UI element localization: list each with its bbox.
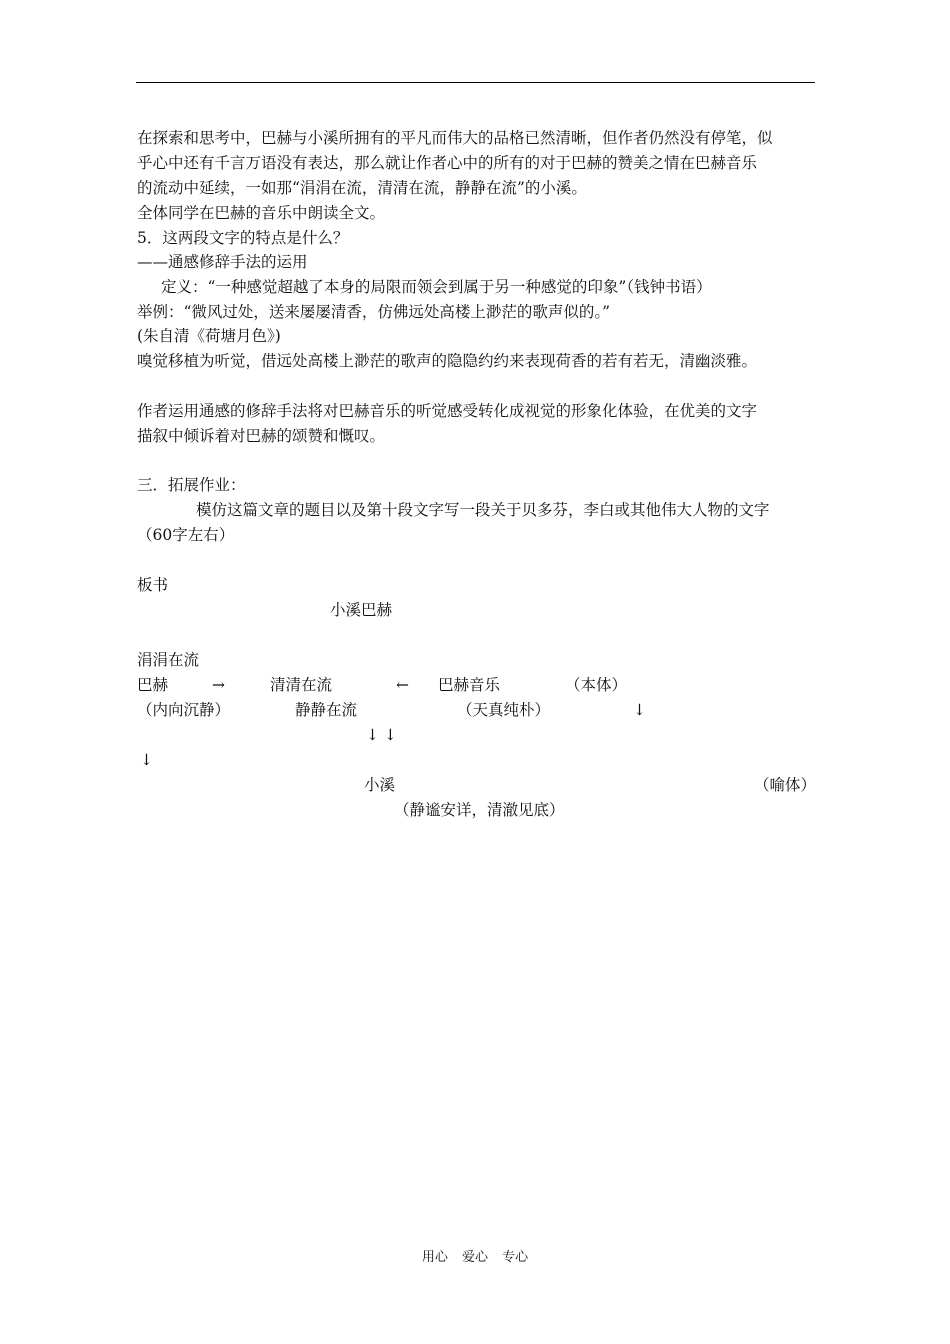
section-3-heading: 三．拓展作业： [137,476,246,494]
board-qingqing: 清清在流 [270,676,333,694]
arrow-down-left-icon: ↓ [140,751,153,769]
arrow-right-icon: → [212,676,225,694]
answer-line: ——通感修辞手法的运用 [137,253,308,271]
board-bach: 巴赫 [137,676,169,694]
example-line: 举例：“微风过处，送来屡屡清香，仿佛远处高楼上渺茫的歌声似的。” [137,303,611,321]
page-footer: 用心 爱心 专心 [421,1250,529,1265]
paragraph-1-line-1: 在探索和思考中，巴赫与小溪所拥有的平凡而伟大的品格已然清晰，但作者仍然没有停笔，似 [137,129,773,147]
board-jingjing: 静静在流 [295,701,358,719]
board-benti: （本体） [565,676,628,694]
arrow-left-icon: ← [396,676,409,694]
board-title: 小溪巴赫 [330,601,393,619]
question-5: 5．这两段文字的特点是什么？ [137,229,349,247]
double-arrow-down-icon: ↓ ↓ [366,726,397,744]
explanation-line: 嗅觉移植为听觉，借远处高楼上渺茫的歌声的隐隐约约来表现荷香的若有若无，清幽淡雅。 [137,352,758,370]
board-neixiang: （内向沉静） [137,701,231,719]
summary-line-1: 作者运用通感的修辞手法将对巴赫音乐的听觉感受转化成视觉的形象化体验，在优美的文字 [137,402,758,420]
board-bach-music: 巴赫音乐 [438,676,501,694]
board-juanjuan: 涓涓在流 [137,651,200,669]
summary-line-2: 描叙中倾诉着对巴赫的颂赞和慨叹。 [137,427,386,445]
arrow-down-icon: ↓ [633,701,646,719]
source-citation: (朱自清《荷塘月色》) [137,327,281,345]
paragraph-1-line-2: 乎心中还有千言万语没有表达，那么就让作者心中的所有的对于巴赫的赞美之情在巴赫音乐 [137,154,758,172]
board-creek: 小溪 [364,776,396,794]
board-creek-desc: （静谧安详，清澈见底） [394,801,565,819]
paragraph-1-line-3: 的流动中延续，一如那“涓涓在流，清清在流，静静在流”的小溪。 [137,179,587,197]
paragraph-2: 全体同学在巴赫的音乐中朗读全文。 [137,204,386,222]
task-line-1: 模仿这篇文章的题目以及第十段文字写一段关于贝多芬，李白或其他伟大人物的文字 [196,501,770,519]
board-tianzhen: （天真纯朴） [457,701,551,719]
header-rule [136,82,815,83]
board-yuti: （喻体） [754,776,817,794]
task-line-2: （60字左右） [137,526,235,544]
definition-line: 定义：“一种感觉超越了本身的局限而领会到属于另一种感觉的印象”（钱钟书语） [161,278,712,296]
board-label: 板书 [137,576,169,594]
